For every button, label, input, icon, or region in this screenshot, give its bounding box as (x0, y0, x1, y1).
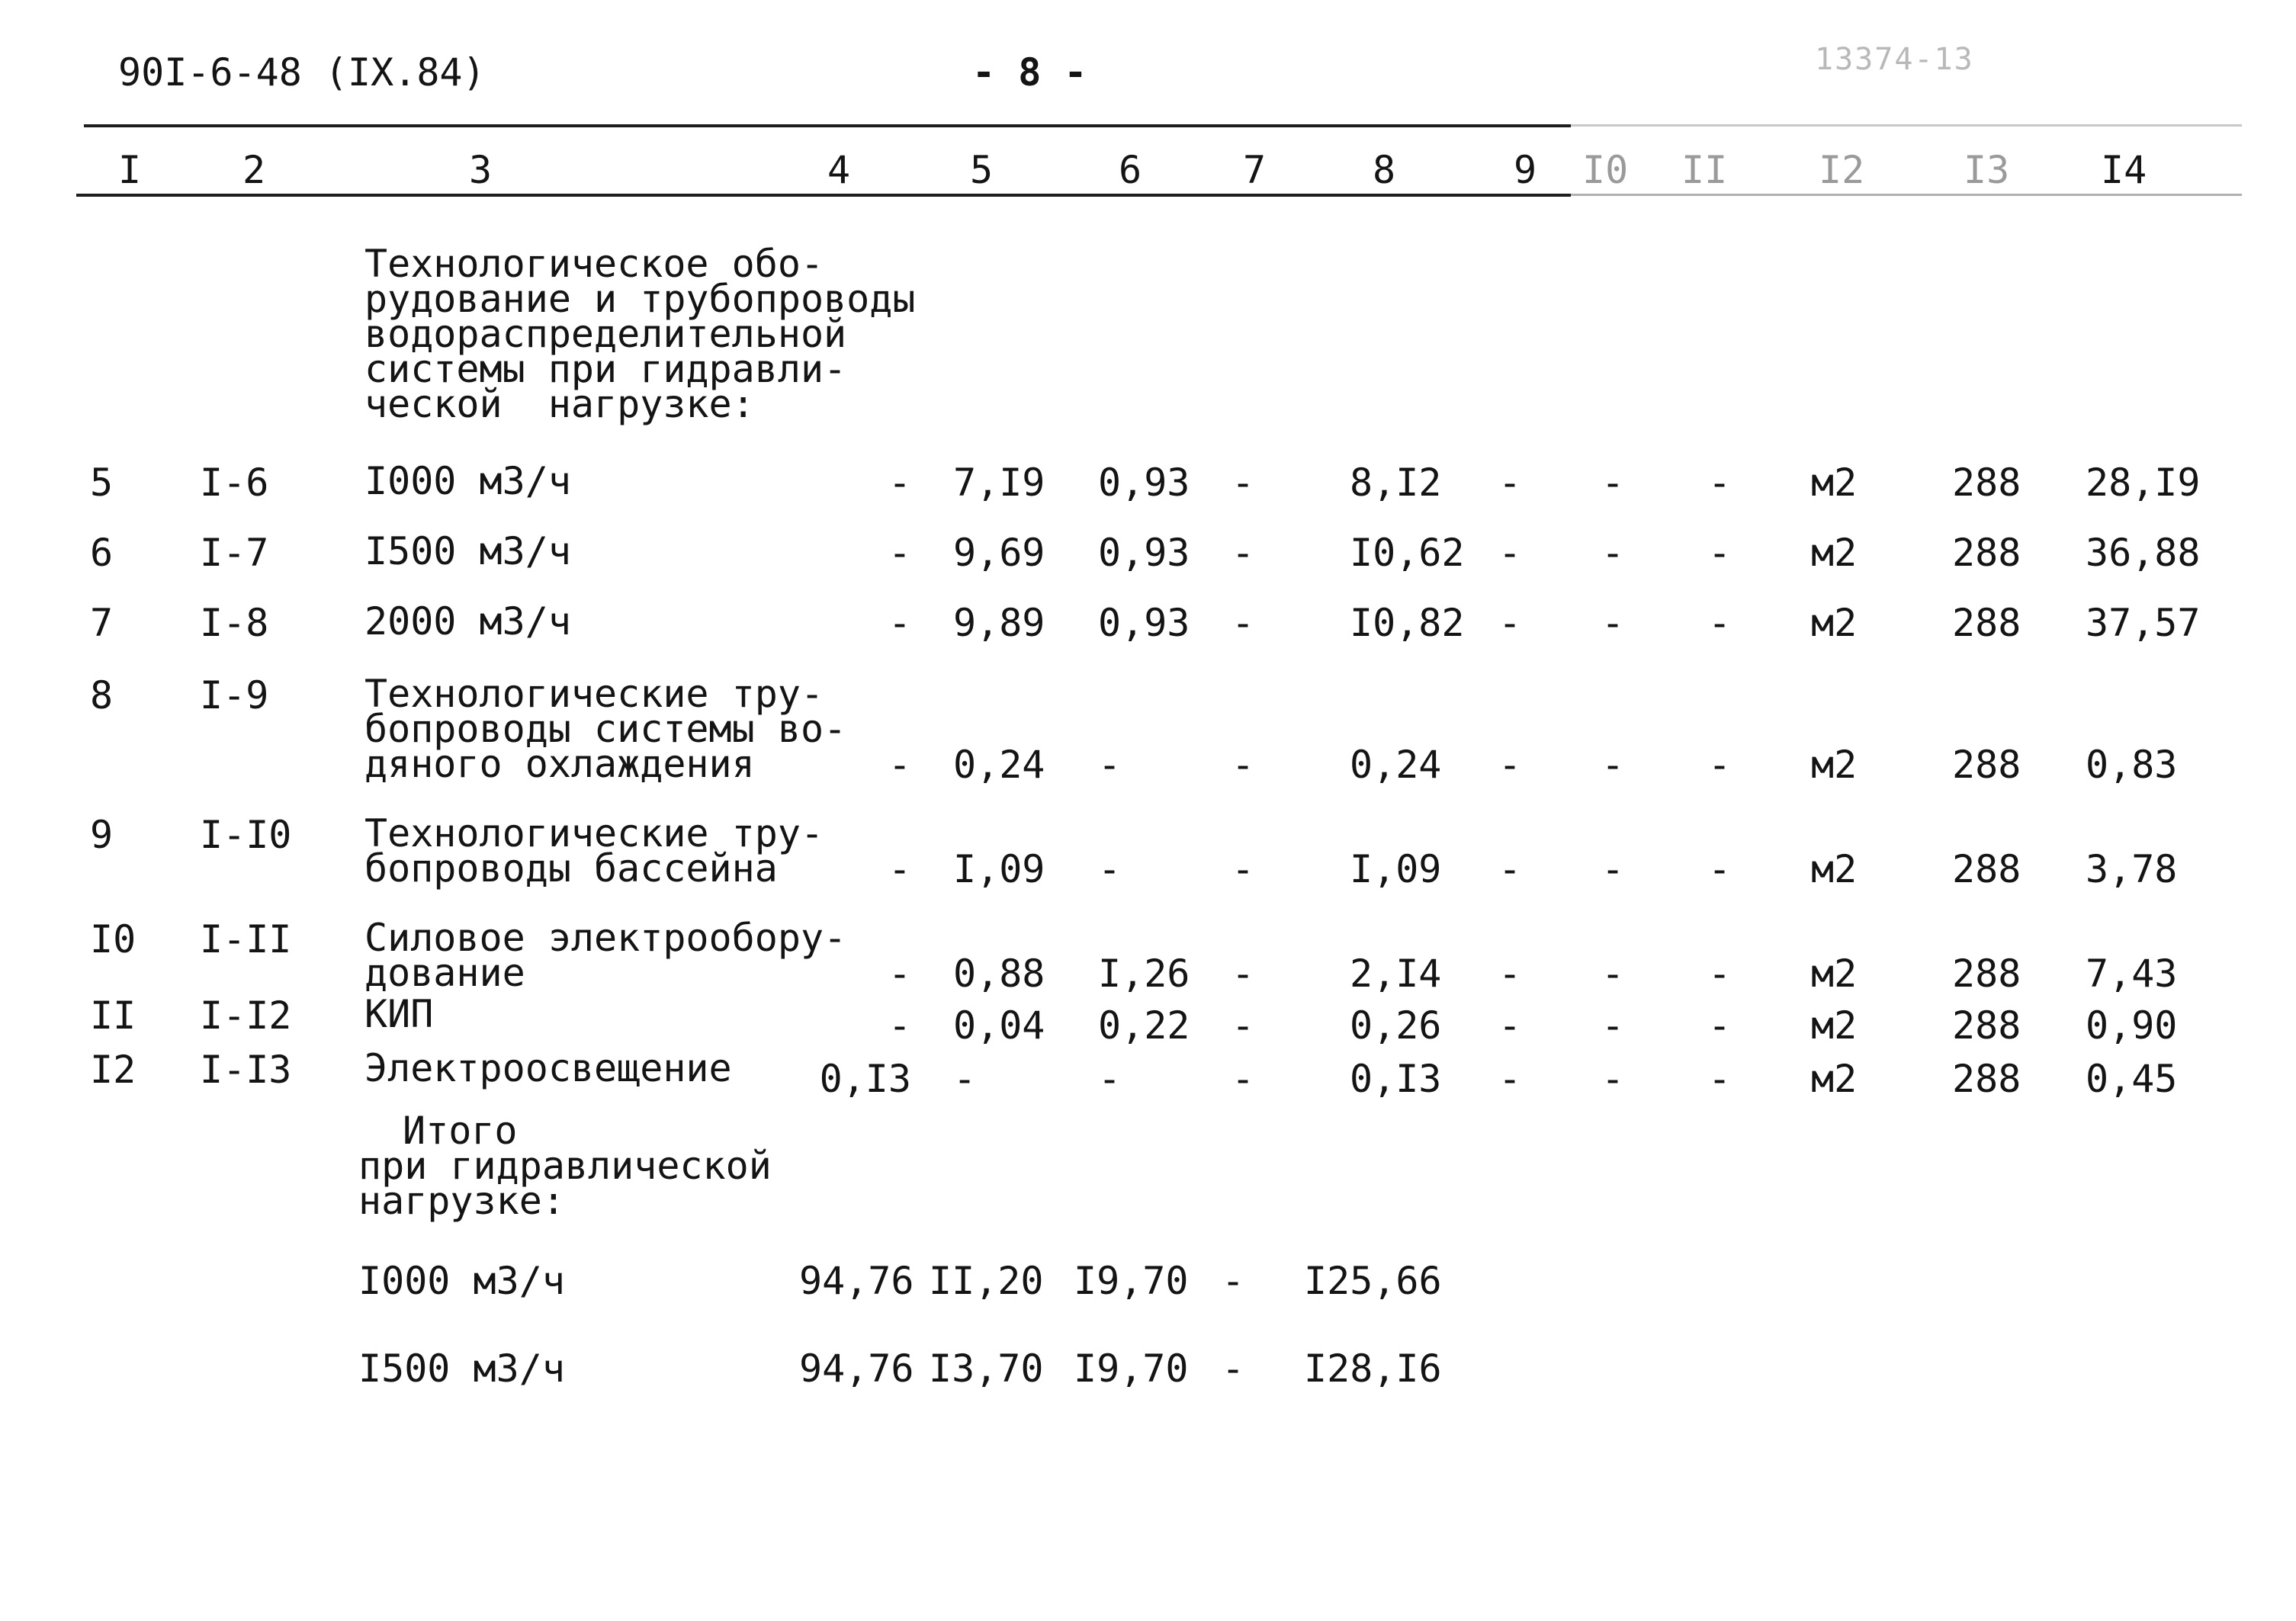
cell-c8: I0,82 (1350, 601, 1465, 645)
cell-c11: - (1708, 743, 1732, 787)
cell-c14: 0,45 (2086, 1057, 2178, 1101)
cell-c7: - (1231, 531, 1255, 575)
cell-c6: I,26 (1098, 952, 1190, 996)
cell-c12: м2 (1811, 743, 1858, 787)
row-number: I2 (90, 1048, 136, 1092)
row-description: Электроосвещение (364, 1046, 732, 1090)
cell-c5: - (953, 1057, 977, 1101)
total-sublabel: при гидравлической нагрузке: (358, 1144, 772, 1223)
cell-c8: 8,I2 (1350, 461, 1442, 505)
row-number: 5 (90, 461, 114, 505)
cell-c8: I,09 (1350, 847, 1442, 891)
cell-c14: 28,I9 (2086, 461, 2201, 505)
column-number: I (118, 148, 142, 192)
cell-c4: 0,I3 (819, 1057, 911, 1101)
cell-c9: - (1498, 847, 1522, 891)
cell-c14: 0,90 (2086, 1003, 2178, 1048)
total-label: Итого (403, 1109, 518, 1153)
cell-c4: - (888, 1003, 911, 1048)
row-code: I-8 (200, 601, 269, 645)
cell-c7: - (1231, 1057, 1255, 1101)
header-bottom-rule (76, 194, 1571, 197)
row-code: I-6 (200, 461, 269, 505)
column-number: 4 (827, 148, 851, 192)
total-c5: I3,70 (929, 1347, 1044, 1391)
cell-c7: - (1231, 847, 1255, 891)
total-c7: - (1222, 1259, 1245, 1303)
cell-c13: 288 (1952, 1057, 2021, 1101)
cell-c10: - (1601, 743, 1625, 787)
cell-c5: 0,88 (953, 952, 1045, 996)
cell-c5: 0,04 (953, 1003, 1045, 1048)
cell-c9: - (1498, 461, 1522, 505)
cell-c11: - (1708, 952, 1732, 996)
cell-c12: м2 (1811, 847, 1858, 891)
cell-c8: 2,I4 (1350, 952, 1442, 996)
column-number: I4 (2101, 148, 2147, 192)
cell-c5: 9,89 (953, 601, 1045, 645)
row-number: I0 (90, 917, 136, 961)
cell-c6: - (1098, 1057, 1122, 1101)
cell-c6: - (1098, 847, 1122, 891)
cell-c5: 7,I9 (953, 461, 1045, 505)
cell-c7: - (1231, 461, 1255, 505)
cell-c8: 0,26 (1350, 1003, 1442, 1048)
total-c6: I9,70 (1074, 1347, 1189, 1391)
row-number: 9 (90, 813, 114, 857)
row-description: Технологические тру- бопроводы бассейна (364, 811, 824, 891)
total-c6: I9,70 (1074, 1259, 1189, 1303)
row-description: I500 м3/ч (364, 529, 571, 573)
cell-c10: - (1601, 1003, 1625, 1048)
document-code: 90I-6-48 (IX.84) (118, 50, 486, 95)
row-code: I-I2 (200, 993, 292, 1038)
cell-c9: - (1498, 601, 1522, 645)
row-code: I-I0 (200, 813, 292, 857)
total-c4: 94,76 (799, 1259, 914, 1303)
cell-c4: - (888, 952, 911, 996)
cell-c11: - (1708, 1057, 1732, 1101)
cell-c7: - (1231, 952, 1255, 996)
row-description: Силовое электрообору- дование (364, 916, 847, 995)
total-c8: I25,66 (1304, 1259, 1442, 1303)
total-c4: 94,76 (799, 1347, 914, 1391)
cell-c4: - (888, 743, 911, 787)
column-number: 5 (970, 148, 994, 192)
cell-c13: 288 (1952, 952, 2021, 996)
header-bottom-rule-faint (1571, 194, 2242, 196)
total-description: I000 м3/ч (358, 1259, 565, 1303)
cell-c9: - (1498, 531, 1522, 575)
top-rule-faint (1571, 124, 2242, 127)
top-rule (84, 124, 1571, 127)
cell-c10: - (1601, 461, 1625, 505)
total-description: I500 м3/ч (358, 1347, 565, 1391)
column-number: 3 (469, 148, 493, 192)
total-c7: - (1222, 1347, 1245, 1391)
total-c8: I28,I6 (1304, 1347, 1442, 1391)
column-number: I2 (1819, 148, 1865, 192)
cell-c4: - (888, 847, 911, 891)
cell-c6: 0,93 (1098, 461, 1190, 505)
cell-c7: - (1231, 1003, 1255, 1048)
cell-c10: - (1601, 601, 1625, 645)
cell-c12: м2 (1811, 601, 1858, 645)
cell-c7: - (1231, 743, 1255, 787)
cell-c5: I,09 (953, 847, 1045, 891)
row-description: Технологические тру- бопроводы системы во- дяного охлаждения (364, 672, 847, 786)
column-number: 6 (1119, 148, 1142, 192)
row-description: 2000 м3/ч (364, 599, 571, 644)
cell-c13: 288 (1952, 847, 2021, 891)
row-number: 6 (90, 531, 114, 575)
cell-c10: - (1601, 952, 1625, 996)
cell-c5: 0,24 (953, 743, 1045, 787)
cell-c9: - (1498, 1003, 1522, 1048)
cell-c11: - (1708, 847, 1732, 891)
cell-c14: 0,83 (2086, 743, 2178, 787)
cell-c13: 288 (1952, 1003, 2021, 1048)
archive-stamp: 13374-13 (1815, 42, 1974, 77)
cell-c4: - (888, 531, 911, 575)
cell-c12: м2 (1811, 531, 1858, 575)
row-code: I-9 (200, 673, 269, 717)
cell-c13: 288 (1952, 461, 2021, 505)
row-code: I-7 (200, 531, 269, 575)
cell-c12: м2 (1811, 461, 1858, 505)
cell-c4: - (888, 461, 911, 505)
cell-c13: 288 (1952, 601, 2021, 645)
cell-c14: 37,57 (2086, 601, 2201, 645)
row-description: I000 м3/ч (364, 459, 571, 503)
cell-c6: 0,22 (1098, 1003, 1190, 1048)
total-c5: II,20 (929, 1259, 1044, 1303)
cell-c10: - (1601, 1057, 1625, 1101)
cell-c9: - (1498, 1057, 1522, 1101)
section-title: Технологическое обо- рудование и трубопроводы водораспределительной системы при гидравли- ческой нагрузке: (364, 242, 916, 426)
cell-c14: 7,43 (2086, 952, 2178, 996)
cell-c10: - (1601, 531, 1625, 575)
cell-c11: - (1708, 531, 1732, 575)
cell-c12: м2 (1811, 1057, 1858, 1101)
column-number: 8 (1373, 148, 1396, 192)
cell-c5: 9,69 (953, 531, 1045, 575)
cell-c8: I0,62 (1350, 531, 1465, 575)
row-number: II (90, 993, 136, 1038)
cell-c9: - (1498, 743, 1522, 787)
cell-c14: 36,88 (2086, 531, 2201, 575)
column-number: 2 (242, 148, 266, 192)
column-number: I3 (1964, 148, 2010, 192)
row-description: КИП (364, 992, 434, 1036)
cell-c8: 0,I3 (1350, 1057, 1442, 1101)
cell-c4: - (888, 601, 911, 645)
cell-c9: - (1498, 952, 1522, 996)
cell-c6: 0,93 (1098, 531, 1190, 575)
cell-c12: м2 (1811, 952, 1858, 996)
row-code: I-II (200, 917, 292, 961)
cell-c6: - (1098, 743, 1122, 787)
cell-c7: - (1231, 601, 1255, 645)
cell-c11: - (1708, 461, 1732, 505)
column-number: II (1681, 148, 1728, 192)
cell-c13: 288 (1952, 743, 2021, 787)
cell-c10: - (1601, 847, 1625, 891)
cell-c14: 3,78 (2086, 847, 2178, 891)
cell-c11: - (1708, 1003, 1732, 1048)
row-number: 7 (90, 601, 114, 645)
cell-c12: м2 (1811, 1003, 1858, 1048)
row-code: I-I3 (200, 1048, 292, 1092)
page-number: - 8 - (972, 50, 1087, 95)
row-number: 8 (90, 673, 114, 717)
cell-c6: 0,93 (1098, 601, 1190, 645)
cell-c8: 0,24 (1350, 743, 1442, 787)
column-number: 7 (1243, 148, 1267, 192)
column-number: 9 (1514, 148, 1537, 192)
cell-c11: - (1708, 601, 1732, 645)
cell-c13: 288 (1952, 531, 2021, 575)
column-number: I0 (1582, 148, 1629, 192)
